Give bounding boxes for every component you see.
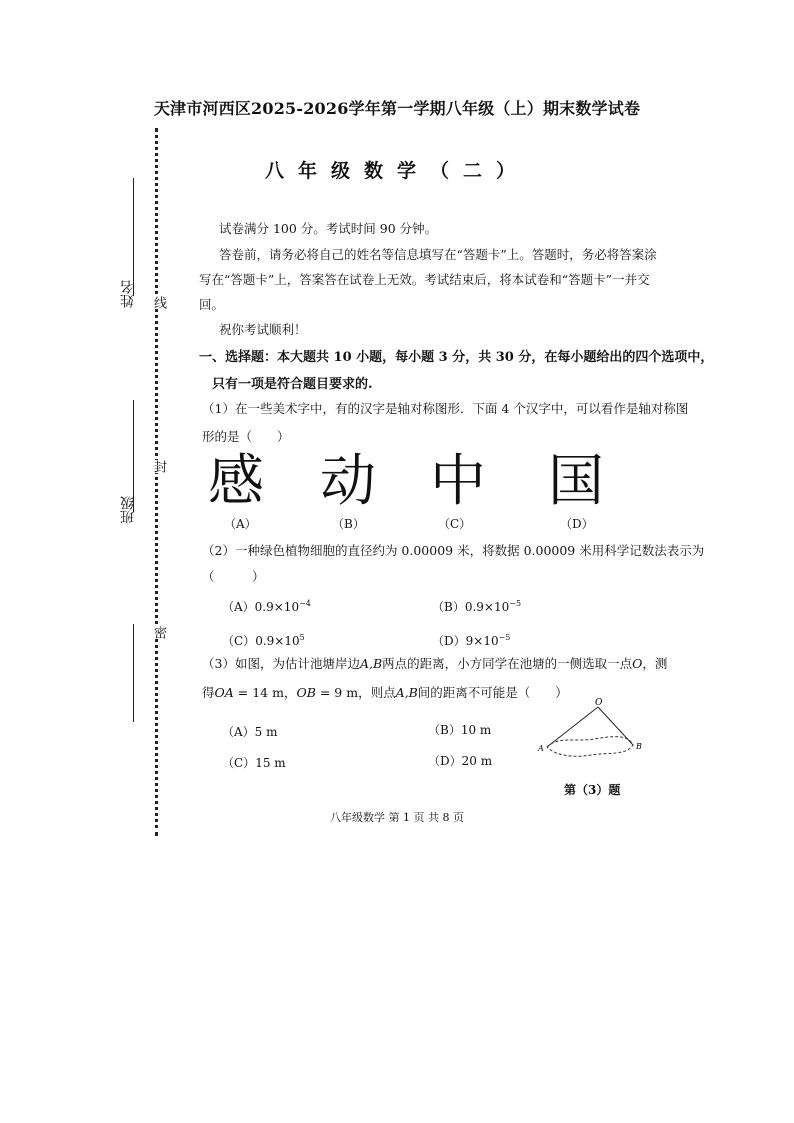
- point-b-label: B: [636, 742, 642, 751]
- q2-option-c: $(C)0.9\times 10^5$: [222, 633, 305, 648]
- q1-char-d: 国: [548, 449, 604, 514]
- q2-stem: （2）一种绿色植物细胞的直径约为 0.00009 米，将数据 0.00009 米用科学记数法表示为: [202, 543, 705, 558]
- q1-label-c: （C）: [438, 517, 472, 531]
- q1-char-a: 感: [208, 449, 264, 514]
- q3-option-d: （D）20 m: [428, 754, 493, 768]
- seal-char-line: 线: [151, 296, 166, 309]
- instruction-wish: 祝你考试顺利！: [219, 322, 307, 337]
- instruction-answer-a: 答卷前，请务必将自己的姓名等信息填写在“答题卡”上。答题时，务必将答案涂: [219, 247, 657, 262]
- q3-option-c: （C）15 m: [222, 756, 286, 770]
- q2-option-b: $(B)0.9\times 10^{-5}$: [432, 599, 522, 614]
- q2-stem-cont: （ ）: [202, 569, 265, 584]
- q1-char-b: 动: [320, 449, 376, 514]
- point-o-label: O: [595, 698, 603, 708]
- seal-char-seal: 封: [151, 460, 166, 473]
- page-footer: 八年级数学 第 1 页 共 8 页: [330, 811, 464, 824]
- subject-title: 八年级数学（二）: [264, 160, 529, 182]
- extra-underline: [133, 624, 134, 722]
- q3-pond-figure: [536, 698, 652, 762]
- q1-label-d: （D）: [560, 517, 594, 531]
- exam-title: 天津市河西区2025-2026学年第一学期八年级（上）期末数学试卷: [153, 99, 641, 118]
- instruction-score-time: 试卷满分 100 分。考试时间 90 分钟。: [219, 221, 438, 236]
- pond-outline: [547, 737, 633, 757]
- q3-stem: （3）如图，为估计池塘岸边A,B两点的距离，小方同学在池塘的一侧选取一点O，测: [202, 656, 668, 671]
- q1-stem-cont: 形的是（ ）: [202, 429, 290, 444]
- q2-option-d: $(D)9\times 10^{-5}$: [432, 633, 511, 648]
- section1-heading-cont: 只有一项是符合题目要求的.: [212, 377, 373, 392]
- point-a-label: A: [538, 744, 544, 753]
- instruction-answer-b: 写在“答题卡”上，答案答在试卷上无效。考试结束后，将本试卷和“答题卡”一并交: [199, 272, 650, 287]
- binding-dotted-line: [155, 128, 158, 836]
- name-label: 姓名: [120, 280, 136, 308]
- instruction-answer-c: 回。: [199, 297, 225, 312]
- class-label: 班级: [120, 496, 136, 524]
- segment-oa: [547, 707, 598, 747]
- section1-heading: 一、选择题：本大题共 10 小题，每小题 3 分，共 30 分，在每小题给出的四个选项中，: [199, 350, 714, 365]
- segment-ob: [598, 707, 633, 745]
- q1-char-c: 中: [430, 449, 486, 514]
- q3-stem-cont: 得OA = 14 m，OB = 9 m，则点A,B间的距离不可能是（ ）: [202, 685, 568, 700]
- q1-stem: （1）在一些美术字中，有的汉字是轴对称图形．下面 4 个汉字中，可以看作是轴对称图: [202, 401, 689, 416]
- q3-option-a: （A）5 m: [222, 725, 278, 739]
- q2-option-a: $(A)0.9\times 10^{-4}$: [222, 599, 311, 614]
- name-underline: [133, 178, 134, 296]
- q1-label-a: （A）: [224, 517, 257, 531]
- q3-option-b: （B）10 m: [428, 723, 492, 737]
- q1-label-b: （B）: [332, 517, 365, 531]
- q3-figure-caption: 第（3）题: [564, 783, 621, 797]
- seal-char-secret: 密: [151, 626, 166, 639]
